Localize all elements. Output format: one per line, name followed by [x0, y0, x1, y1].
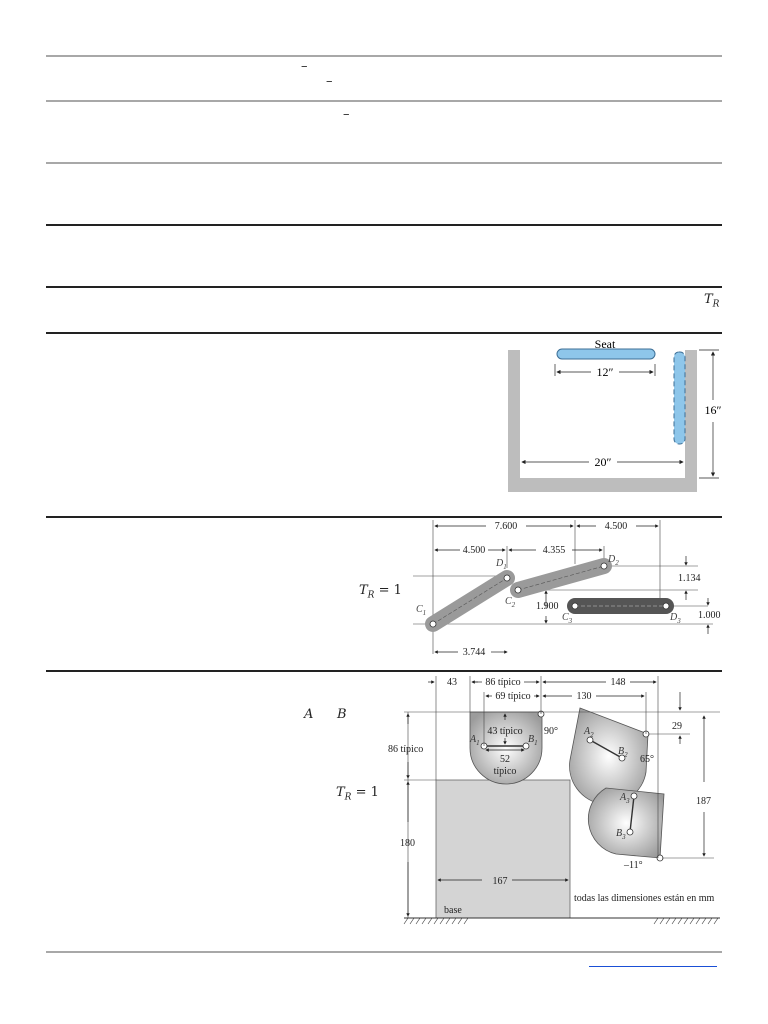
rule-4 — [46, 224, 722, 226]
point-b-label: B — [337, 707, 347, 722]
dim-148: 148 — [610, 677, 626, 688]
dim-43-tipico: 43 típico — [487, 726, 523, 737]
dim-4500-left: 4.500 — [462, 545, 486, 556]
label-d1: $D_1$ — [496, 558, 507, 571]
rule-3 — [46, 162, 722, 164]
dim-20: 20″ — [594, 455, 612, 469]
dim-1000: 1.000 — [698, 610, 721, 621]
footer-link[interactable] — [589, 966, 717, 967]
base-block — [436, 780, 570, 918]
label-a2: $A_2$ — [584, 726, 594, 739]
rule-9 — [46, 951, 722, 953]
units-note: todas las dimensiones están en mm — [574, 893, 715, 904]
rule-5 — [46, 286, 722, 288]
label-b1: $B_1$ — [528, 734, 538, 747]
seat-figure — [505, 336, 725, 496]
dim-4355: 4.355 — [542, 545, 566, 556]
dim-86-tipico: 86 típico — [485, 677, 521, 688]
dim-86-tipico-left: 86 típico — [388, 744, 424, 755]
angle-65: 65° — [640, 754, 654, 765]
base-label: base — [444, 905, 462, 916]
linkage-figure — [408, 518, 722, 658]
dim-43: 43 — [447, 677, 457, 688]
label-c3: $C_3$ — [562, 612, 573, 625]
dim-tipico: típico — [493, 766, 517, 777]
tr-equals-one: $T_R = 1$ — [336, 785, 379, 803]
label-b2: $B_2$ — [618, 746, 628, 759]
dim-3744: 3.744 — [462, 647, 486, 658]
dash-mark: – — [343, 107, 350, 122]
seat-vertical — [674, 352, 685, 444]
angle-minus-11: –11° — [624, 860, 643, 871]
seat-label: Seat — [594, 337, 616, 351]
dim-69-tipico: 69 típico — [495, 691, 531, 702]
label-b3: $B_3$ — [616, 828, 626, 841]
rule-2 — [46, 100, 722, 102]
label-a3: $A_3$ — [620, 792, 630, 805]
tr-symbol: $T_R$ — [704, 292, 720, 310]
label-d3: $D_3$ — [670, 612, 681, 625]
tr-equals-one: $T_R = 1$ — [359, 583, 402, 601]
label-c1: $C_1$ — [416, 604, 427, 617]
label-d2: $D_2$ — [608, 554, 619, 567]
dim-130: 130 — [576, 691, 592, 702]
dim-29: 29 — [672, 721, 682, 732]
dim-1900: 1.900 — [536, 601, 559, 612]
dash-mark: – — [326, 74, 333, 89]
dim-167: 167 — [492, 876, 508, 887]
dim-7600: 7.600 — [494, 521, 518, 532]
dim-52: 52 — [500, 754, 510, 765]
dim-1134: 1.134 — [678, 573, 701, 584]
dim-180: 180 — [400, 838, 415, 849]
dim-12: 12″ — [596, 365, 614, 379]
rule-6 — [46, 332, 722, 334]
base-mechanism-figure — [384, 672, 722, 926]
dim-4500-right: 4.500 — [604, 521, 628, 532]
dash-mark: – — [301, 59, 308, 74]
label-a1: $A_1$ — [470, 734, 480, 747]
label-c2: $C_2$ — [505, 596, 516, 609]
point-a-label: A — [304, 707, 314, 722]
dim-187: 187 — [696, 796, 711, 807]
angle-90: 90° — [544, 726, 558, 737]
dim-16: 16″ — [704, 403, 722, 417]
rule-1 — [46, 55, 722, 57]
